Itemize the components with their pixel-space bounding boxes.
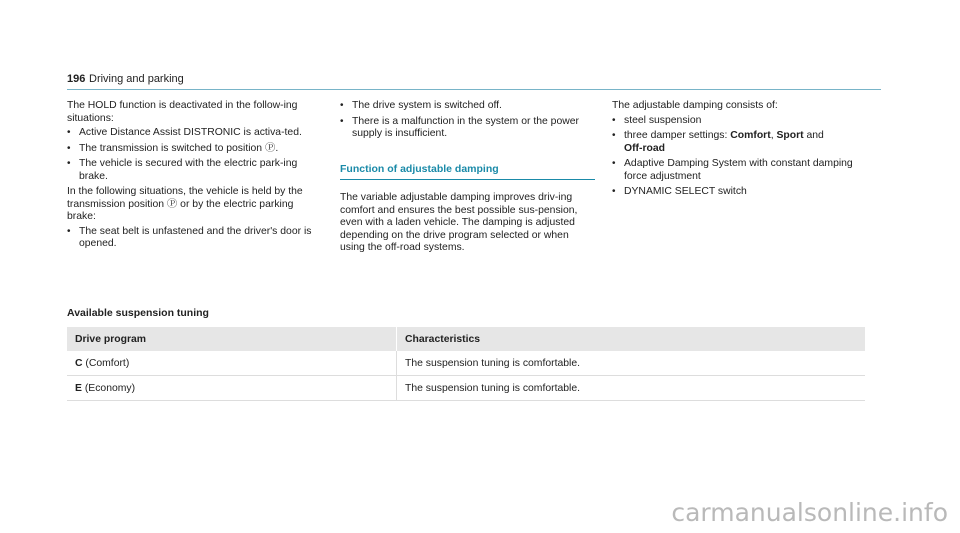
held-list (67, 226, 323, 251)
section-title: Driving and parking (89, 73, 184, 85)
hold-deactivated-list (67, 127, 323, 183)
list-item: • The vehicle is secured with the electric park-ing brake. (67, 158, 323, 183)
column-middle (340, 100, 596, 255)
hold-intro-text: The HOLD function is deactivated in the follow-ing situations: (67, 100, 298, 124)
separator: , (770, 130, 777, 141)
table-header-row (67, 327, 865, 351)
list-item: • The transmission is switched to position Ⓟ. (67, 143, 323, 156)
table-header-cell: Characteristics (397, 327, 866, 351)
offroad-label: Off-road (624, 142, 665, 154)
list-item (612, 130, 868, 155)
program-mode: (Economy) (81, 382, 136, 394)
program-letter: E (75, 382, 82, 394)
damping-components-list (612, 115, 868, 199)
program-letter: C (75, 357, 83, 369)
adjustable-damping-text: The variable adjustable damping improves driv-ing comfort and ensures the best possible sus-pension, even with a laden vehicle. The damping is adjusted depending on the drive program selected or when using the off-road systems. (340, 192, 578, 253)
and-text: and (803, 130, 824, 141)
program-mode: (Comfort) (82, 357, 130, 369)
table-caption: Available suspension tuning (67, 307, 209, 319)
suspension-tuning-table (67, 327, 865, 401)
table-row (67, 351, 865, 376)
column-right (612, 100, 868, 202)
list-item: • DYNAMIC SELECT switch (612, 186, 868, 199)
damping-consists-intro: The adjustable damping consists of: (612, 100, 778, 111)
adjustable-damping-heading: Function of adjustable damping (340, 163, 595, 181)
table-row (67, 376, 865, 401)
page-header (67, 70, 881, 90)
sport-label: Sport (776, 130, 804, 141)
held-intro-text: In the following situations, the vehicle is held by the transmission position Ⓟ or by the electric parking brake: (67, 186, 303, 222)
list-item: • Adaptive Damping System with constant damping force adjustment (612, 158, 868, 183)
list-item: • The drive system is switched off. (340, 100, 596, 113)
page-number: 196 (67, 73, 86, 85)
list-item: • Active Distance Assist DISTRONIC is activa-ted. (67, 127, 323, 140)
table-cell-characteristic: The suspension tuning is comfortable. (397, 376, 866, 401)
hold-deactivated-list-continued (340, 100, 596, 141)
table-cell-program (67, 376, 397, 401)
table-cell-characteristic: The suspension tuning is comfortable. (397, 351, 866, 376)
list-item: • There is a malfunction in the system or the power supply is insufficient. (340, 116, 596, 141)
table-header-cell: Drive program (67, 327, 397, 351)
watermark: carmanualsonline.info (671, 498, 948, 527)
table-cell-program (67, 351, 397, 376)
column-left (67, 100, 323, 254)
list-item: • The seat belt is unfastened and the driver's door is opened. (67, 226, 323, 251)
damper-settings-prefix: three damper settings: (624, 130, 731, 141)
comfort-label: Comfort (730, 130, 771, 141)
list-item: • steel suspension (612, 115, 868, 128)
